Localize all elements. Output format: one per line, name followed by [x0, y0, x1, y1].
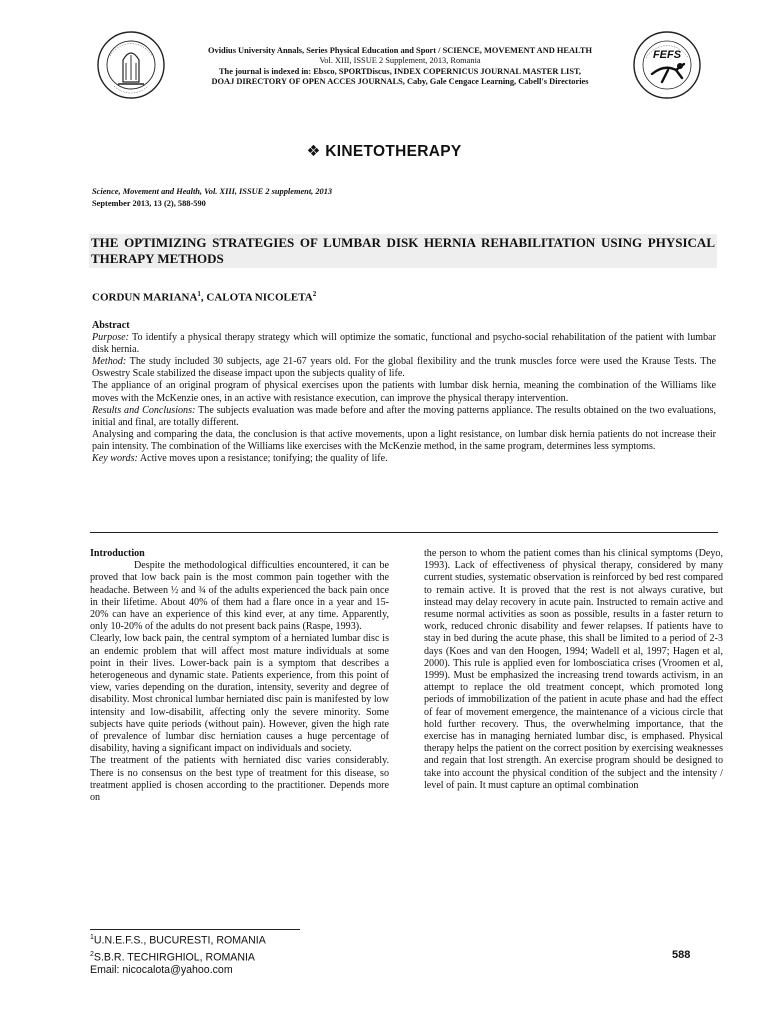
- abstract: [92, 320, 716, 465]
- footnote-2: [90, 948, 266, 965]
- method-label: Method:: [92, 356, 127, 368]
- purpose-label: Purpose:: [92, 332, 130, 344]
- author-2: CALOTA NICOLETA: [206, 291, 313, 304]
- abstract-method: [92, 356, 716, 380]
- purpose-text: To identify a physical therapy strategy which will optimize the somatic, functional and psycho-social rehabilitation of the patient with lumbar disk hernia.: [92, 332, 716, 356]
- abstract-appliance: The appliance of an original program of physical exercises upon the patients with lumbar disk hernia, meaning the combination of the Williams like moves with the McKenzie ones, in an active with resistance execution, can improve the physical therapy intervention.: [92, 380, 716, 404]
- body-paragraph: The treatment of the patients with herniated disc varies considerably. There is no consensus on the best type of treatment for this disease, so treatment applied is chosen according to the practitioner. Depends more on: [90, 755, 389, 804]
- body-paragraph: Despite the methodological difficulties encountered, it can be proved that low back pain is the most common pain together with the headache. Between ½ and ¾ of the adults experienced the back pain once in their lifetime. About 40% of them had a flare once in a year and 15-20% can have an experience of this kind ever, at any time. Apparently, only 10-20% of the adults do not present back pains (Raspe, 1993).: [90, 560, 389, 633]
- body-column-right: [424, 548, 723, 792]
- author-2-affiliation: 2: [312, 290, 317, 298]
- fefs-logo-text: FEFS: [652, 49, 682, 61]
- diamond-bullet-icon: ❖: [306, 143, 321, 160]
- footnote-divider: [90, 929, 300, 930]
- section-divider: [90, 532, 718, 533]
- results-label: Results and Conclusions:: [92, 404, 196, 416]
- abstract-purpose: [92, 332, 716, 356]
- paper-title: THE OPTIMIZING STRATEGIES OF LUMBAR DISK HERNIA REHABILITATION USING PHYSICAL THERAPY METHODS: [91, 235, 715, 266]
- citation-block: [92, 186, 692, 209]
- contact-email[interactable]: Email: nicocalota@yahoo.com: [90, 964, 233, 977]
- journal-header-line4: DOAJ DIRECTORY OF OPEN ACCES JOURNALS, Caby, Gale Cengace Learning, Cabell's Directories: [211, 77, 589, 87]
- citation-line1: Science, Movement and Health, Vol. XIII, ISSUE 2 supplement, 2013: [92, 187, 333, 196]
- abstract-results: [92, 405, 716, 429]
- footnote-2-text: S.B.R. TECHIRGHIOL, ROMANIA: [93, 951, 255, 964]
- introduction-heading: Introduction: [90, 548, 145, 559]
- abstract-analysing: Analysing and comparing the data, the conclusion is that active movements, upon a light resistance, on lumbar disk hernia patients do not increase their pain intensity. The combination of the Williams like exercises with the McKenzie method, in the same program, determines less symptoms.: [92, 428, 716, 452]
- author-1-affiliation: 1: [197, 290, 201, 298]
- results-text: The subjects evaluation was made before and after the moving patterns appliance. The results obtained on the two evaluations, initial and final, are totally different.: [92, 404, 717, 428]
- faculty-seal-logo: [632, 30, 702, 100]
- body-paragraph: the person to whom the patient comes than his clinical symptoms (Deyo, 1993). Lack of effectiveness of physical therapy, considered by many current studies, systematic observation is reinforced by bed rest compared to remain active. It is proved that the rest is not always curative, but instead may delay recovery in acute pain. Instructed to remain active and resume normal activities as soon as possible, results in a faster return to work, reduced chronic disability and fewer relapses. If patients have to stay in bed during the acute phase, this shall be limited to a period of 2-3 days (Koes and van den Hoogen, 1994; Wadell et al, 1997; Hagen et al, 2000). This rule is applied even for lombosciatica crises (Vroomen et al, 1999). Must be emphasized the increasing trend towards activism, in an attempt to replace the old treatment concept, which promoted long periods of immobilization of the patient in acute phase and had the effect of fear of movement emergence, the maintenance of a vicious circle that hold further recovery. Thus, the overwhelming importance, that the exercise has in managing herniated lumbar disc, is emphased. Physical therapy helps the patient on the correct position by exercising weaknesses and regain that lost strength. An exercise program should be designed to take into account the physical condition of the subject and the intensity / level of pain. It must capture an optimal combination: [424, 548, 723, 791]
- section-title: [0, 142, 768, 161]
- footnote-1: [90, 931, 266, 948]
- footnote-2-marker: 2: [90, 950, 94, 958]
- footnote-1-marker: 1: [90, 934, 94, 941]
- author-list: [92, 290, 316, 304]
- author-separator: ,: [200, 291, 207, 304]
- page-number: 588: [672, 949, 691, 961]
- author-1: CORDUN MARIANA: [92, 291, 198, 304]
- journal-header-line1: Ovidius University Annals, Series Physical Education and Sport / SCIENCE, MOVEMENT AND HEALTH: [208, 46, 592, 55]
- footnotes: [90, 931, 266, 978]
- keywords-text: Active moves upon a resistance; tonifying; the quality of life.: [137, 453, 388, 465]
- method-text: The study included 30 subjects, age 21-67 years old. For the global flexibility and the trunk muscles force were used the Krause Tests. The Oswestry Scale stabilized the disease impact upon the subjects quality of life.: [92, 356, 716, 380]
- body-column-left: [90, 548, 389, 804]
- university-seal-logo: [90, 30, 172, 100]
- journal-header: [180, 46, 620, 88]
- journal-header-line3: The journal is indexed in: Ebsco, SPORTDiscus, INDEX COPERNICUS JOURNAL MASTER LIST,: [218, 66, 582, 76]
- body-paragraph: Clearly, low back pain, the central symptom of a herniated lumbar disc is an endemic problem that will affect most mature individuals at some point in their lives. Lower-back pain is a symptom that describes a heterogeneous and dynamic state. Patients experience, from this point of view, varies depending on the duration, intensity, severity and degree of disability. Most chronical lumbar herniated disc pain is manifested by low intensity and low-disabilit, affecting only the severe minority. Some subjects have quite periods (without pain). However, given the high rate of prevalence of lumbar disc herniation causes a huge percentage of disability, having a significant impact on individuals and society.: [90, 633, 390, 755]
- footnote-1-text: U.N.E.F.S., BUCURESTI, ROMANIA: [93, 934, 266, 947]
- journal-header-line2: Vol. XIII, ISSUE 2 Supplement, 2013, Romania: [319, 56, 481, 66]
- section-title-text: KINETOTHERAPY: [325, 143, 462, 160]
- keywords-label: Key words:: [92, 453, 138, 465]
- abstract-keywords: [92, 453, 716, 465]
- abstract-heading: Abstract: [92, 320, 130, 331]
- citation-line2: September 2013, 13 (2), 588-590: [92, 198, 206, 208]
